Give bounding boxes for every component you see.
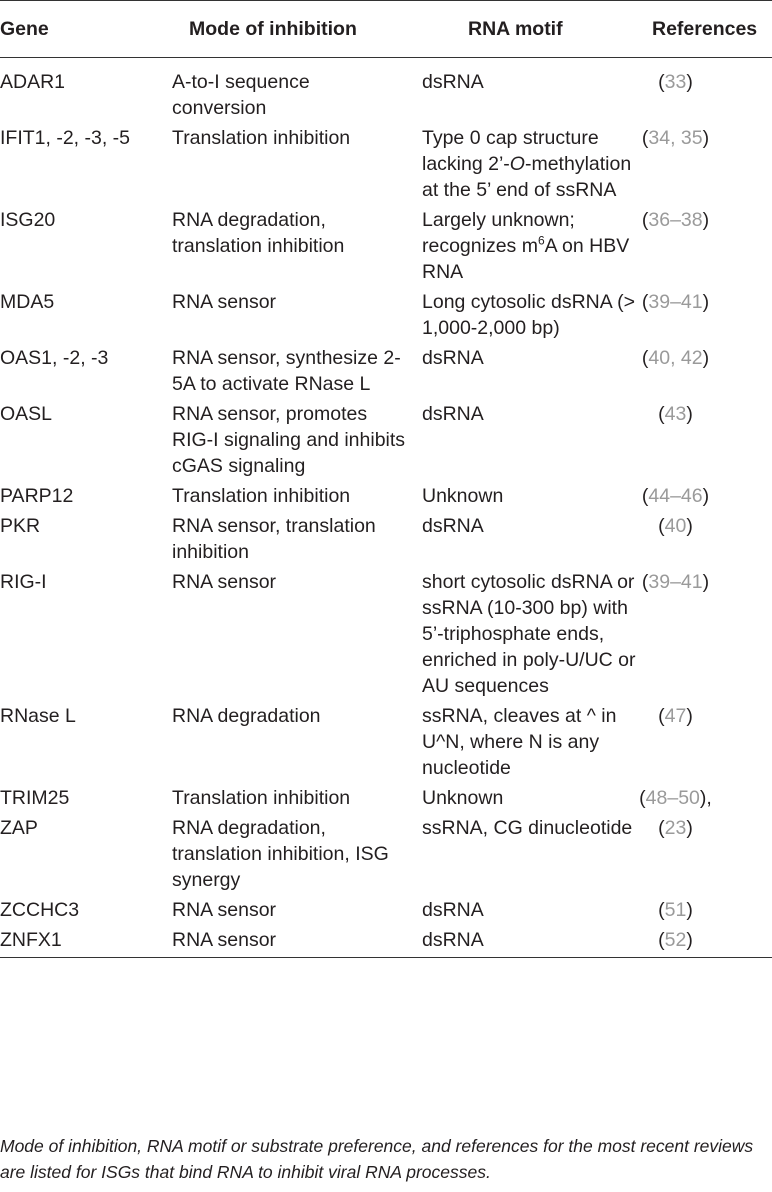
table-row [0,700,772,782]
gene-cell: OAS1, -2, -3 [0,347,109,369]
mode-cell: Translation inhibition [172,485,351,507]
table-row [0,480,772,510]
references-cell [637,122,772,204]
gene-cell: PKR [0,515,41,537]
mode-cell: RNA sensor [172,899,277,921]
paren-close: ) [699,787,707,809]
gene-cell: PARP12 [0,485,74,507]
references-cell [637,342,772,398]
motif-cell: Unknown [422,787,504,809]
references-cell [637,782,772,812]
references-cell [637,286,772,342]
paren-close: ) [702,291,710,313]
motif-text-pre: Largely unknown; recognizes m [422,209,575,257]
mode-cell: RNA degradation [172,705,321,727]
references-cell [637,204,772,286]
gene-cell: OASL [0,403,53,425]
table-row [0,924,772,958]
paren-open: ( [658,817,665,839]
motif-italic-o: O [509,153,525,175]
references-cell [637,480,772,510]
reference-suffix: , [706,787,712,809]
motif-cell: ssRNA, CG dinucleotide [422,817,633,839]
paren-close: ) [702,209,710,231]
header-mode: Mode of inhibition [172,1,406,58]
motif-cell [406,122,637,204]
paren-open: ( [658,899,665,921]
motif-cell: dsRNA [422,347,484,369]
gene-cell: IFIT1, -2, -3, -5 [0,127,131,149]
paren-open: ( [658,403,665,425]
paren-open: ( [641,291,649,313]
references-cell [637,894,772,924]
motif-cell: dsRNA [422,403,484,425]
motif-cell: dsRNA [422,515,484,537]
reference-link[interactable]: 48–50 [645,787,700,809]
mode-cell: RNA sensor, promotes RIG-I signaling and inhibits cGAS signaling [172,403,406,477]
reference-link[interactable]: 52 [664,929,687,951]
reference-link[interactable]: 39–41 [648,571,703,593]
paren-open: ( [641,127,649,149]
motif-cell: dsRNA [422,929,484,951]
references-cell [637,812,772,894]
references-cell [637,566,772,700]
table-row [0,566,772,700]
gene-cell: RIG-I [0,571,47,593]
mode-cell: RNA sensor [172,929,277,951]
gene-cell: TRIM25 [0,787,70,809]
table-row [0,58,772,123]
gene-cell: ZNFX1 [0,929,62,951]
mode-cell: Translation inhibition [172,787,351,809]
paren-close: ) [686,899,693,921]
motif-cell: ssRNA, cleaves at ^ in U^N, where N is any nucleotide [422,705,617,779]
motif-text-post: A on HBV RNA [422,235,630,283]
paren-open: ( [641,347,649,369]
header-gene: Gene [0,1,172,58]
paren-close: ) [686,817,693,839]
paren-close: ) [702,485,710,507]
paren-close: ) [702,571,710,593]
reference-link[interactable]: 47 [664,705,687,727]
mode-cell: RNA degradation, translation inhibition, ISG synergy [172,817,389,891]
header-references: References [637,1,772,58]
mode-cell: RNA sensor [172,291,277,313]
reference-link[interactable]: 33 [664,71,687,93]
paren-close: ) [686,929,693,951]
paren-close: ) [702,347,710,369]
header-motif: RNA motif [406,1,637,58]
references-cell [637,924,772,958]
paren-open: ( [641,571,649,593]
paren-close: ) [702,127,710,149]
paren-close: ) [686,705,693,727]
gene-cell: RNase L [0,705,76,727]
table-row [0,894,772,924]
gene-cell: ADAR1 [0,71,66,93]
mode-cell: RNA sensor [172,571,277,593]
gene-cell: ISG20 [0,209,56,231]
reference-link[interactable]: 36–38 [648,209,703,231]
reference-link[interactable]: 40 [664,515,687,537]
table-caption: Mode of inhibition, RNA motif or substrate preference, and references for the most recent reviews are listed for ISGs that bind RNA to inhibit viral RNA processes. [0,1136,754,1182]
paren-open: ( [658,515,665,537]
reference-link[interactable]: 39–41 [648,291,703,313]
paren-open: ( [658,71,665,93]
motif-cell: short cytosolic dsRNA or ssRNA (10-300 bp) with 5’-triphosphate ends, enriched in poly-U/UC or AU sequences [422,571,636,697]
motif-superscript: 6 [537,233,545,248]
paren-close: ) [686,515,693,537]
paren-open: ( [641,485,649,507]
table-row [0,812,772,894]
motif-text-part: -methylation at the 5’ end of ssRNA [422,153,632,201]
references-cell [637,510,772,566]
table-row [0,286,772,342]
paren-open: ( [639,787,646,809]
motif-cell: Long cytosolic dsRNA (> 1,000-2,000 bp) [422,291,635,339]
header-row [0,1,772,58]
paren-open: ( [641,209,649,231]
motif-cell: dsRNA [422,899,484,921]
gene-cell: ZCCHC3 [0,899,80,921]
table-row [0,782,772,812]
mode-cell: RNA degradation, translation inhibition [172,209,345,257]
paren-close: ) [686,71,693,93]
motif-cell: Unknown [422,485,504,507]
mode-cell: A-to-I sequence conversion [172,71,310,119]
paren-open: ( [658,705,665,727]
table-row [0,398,772,480]
reference-link[interactable]: 34, 35 [648,127,703,149]
references-cell [637,700,772,782]
mode-cell: Translation inhibition [172,127,351,149]
motif-cell [406,204,637,286]
references-cell [637,398,772,480]
mode-cell: RNA sensor, synthesize 2-5A to activate RNase L [172,347,401,395]
references-cell [637,58,772,123]
gene-cell: MDA5 [0,291,55,313]
paren-open: ( [658,929,665,951]
reference-link[interactable]: 51 [664,899,687,921]
reference-link[interactable]: 44–46 [648,485,703,507]
reference-link[interactable]: 23 [664,817,687,839]
table-row [0,122,772,204]
mode-cell: RNA sensor, translation inhibition [172,515,376,563]
motif-cell: dsRNA [422,71,484,93]
gene-cell: ZAP [0,817,38,839]
table-row [0,204,772,286]
reference-link[interactable]: 40, 42 [648,347,703,369]
paren-close: ) [686,403,693,425]
reference-link[interactable]: 43 [664,403,687,425]
motif-text-part: Type 0 cap structure lacking 2’- [422,127,599,175]
table-row [0,342,772,398]
table-row [0,510,772,566]
